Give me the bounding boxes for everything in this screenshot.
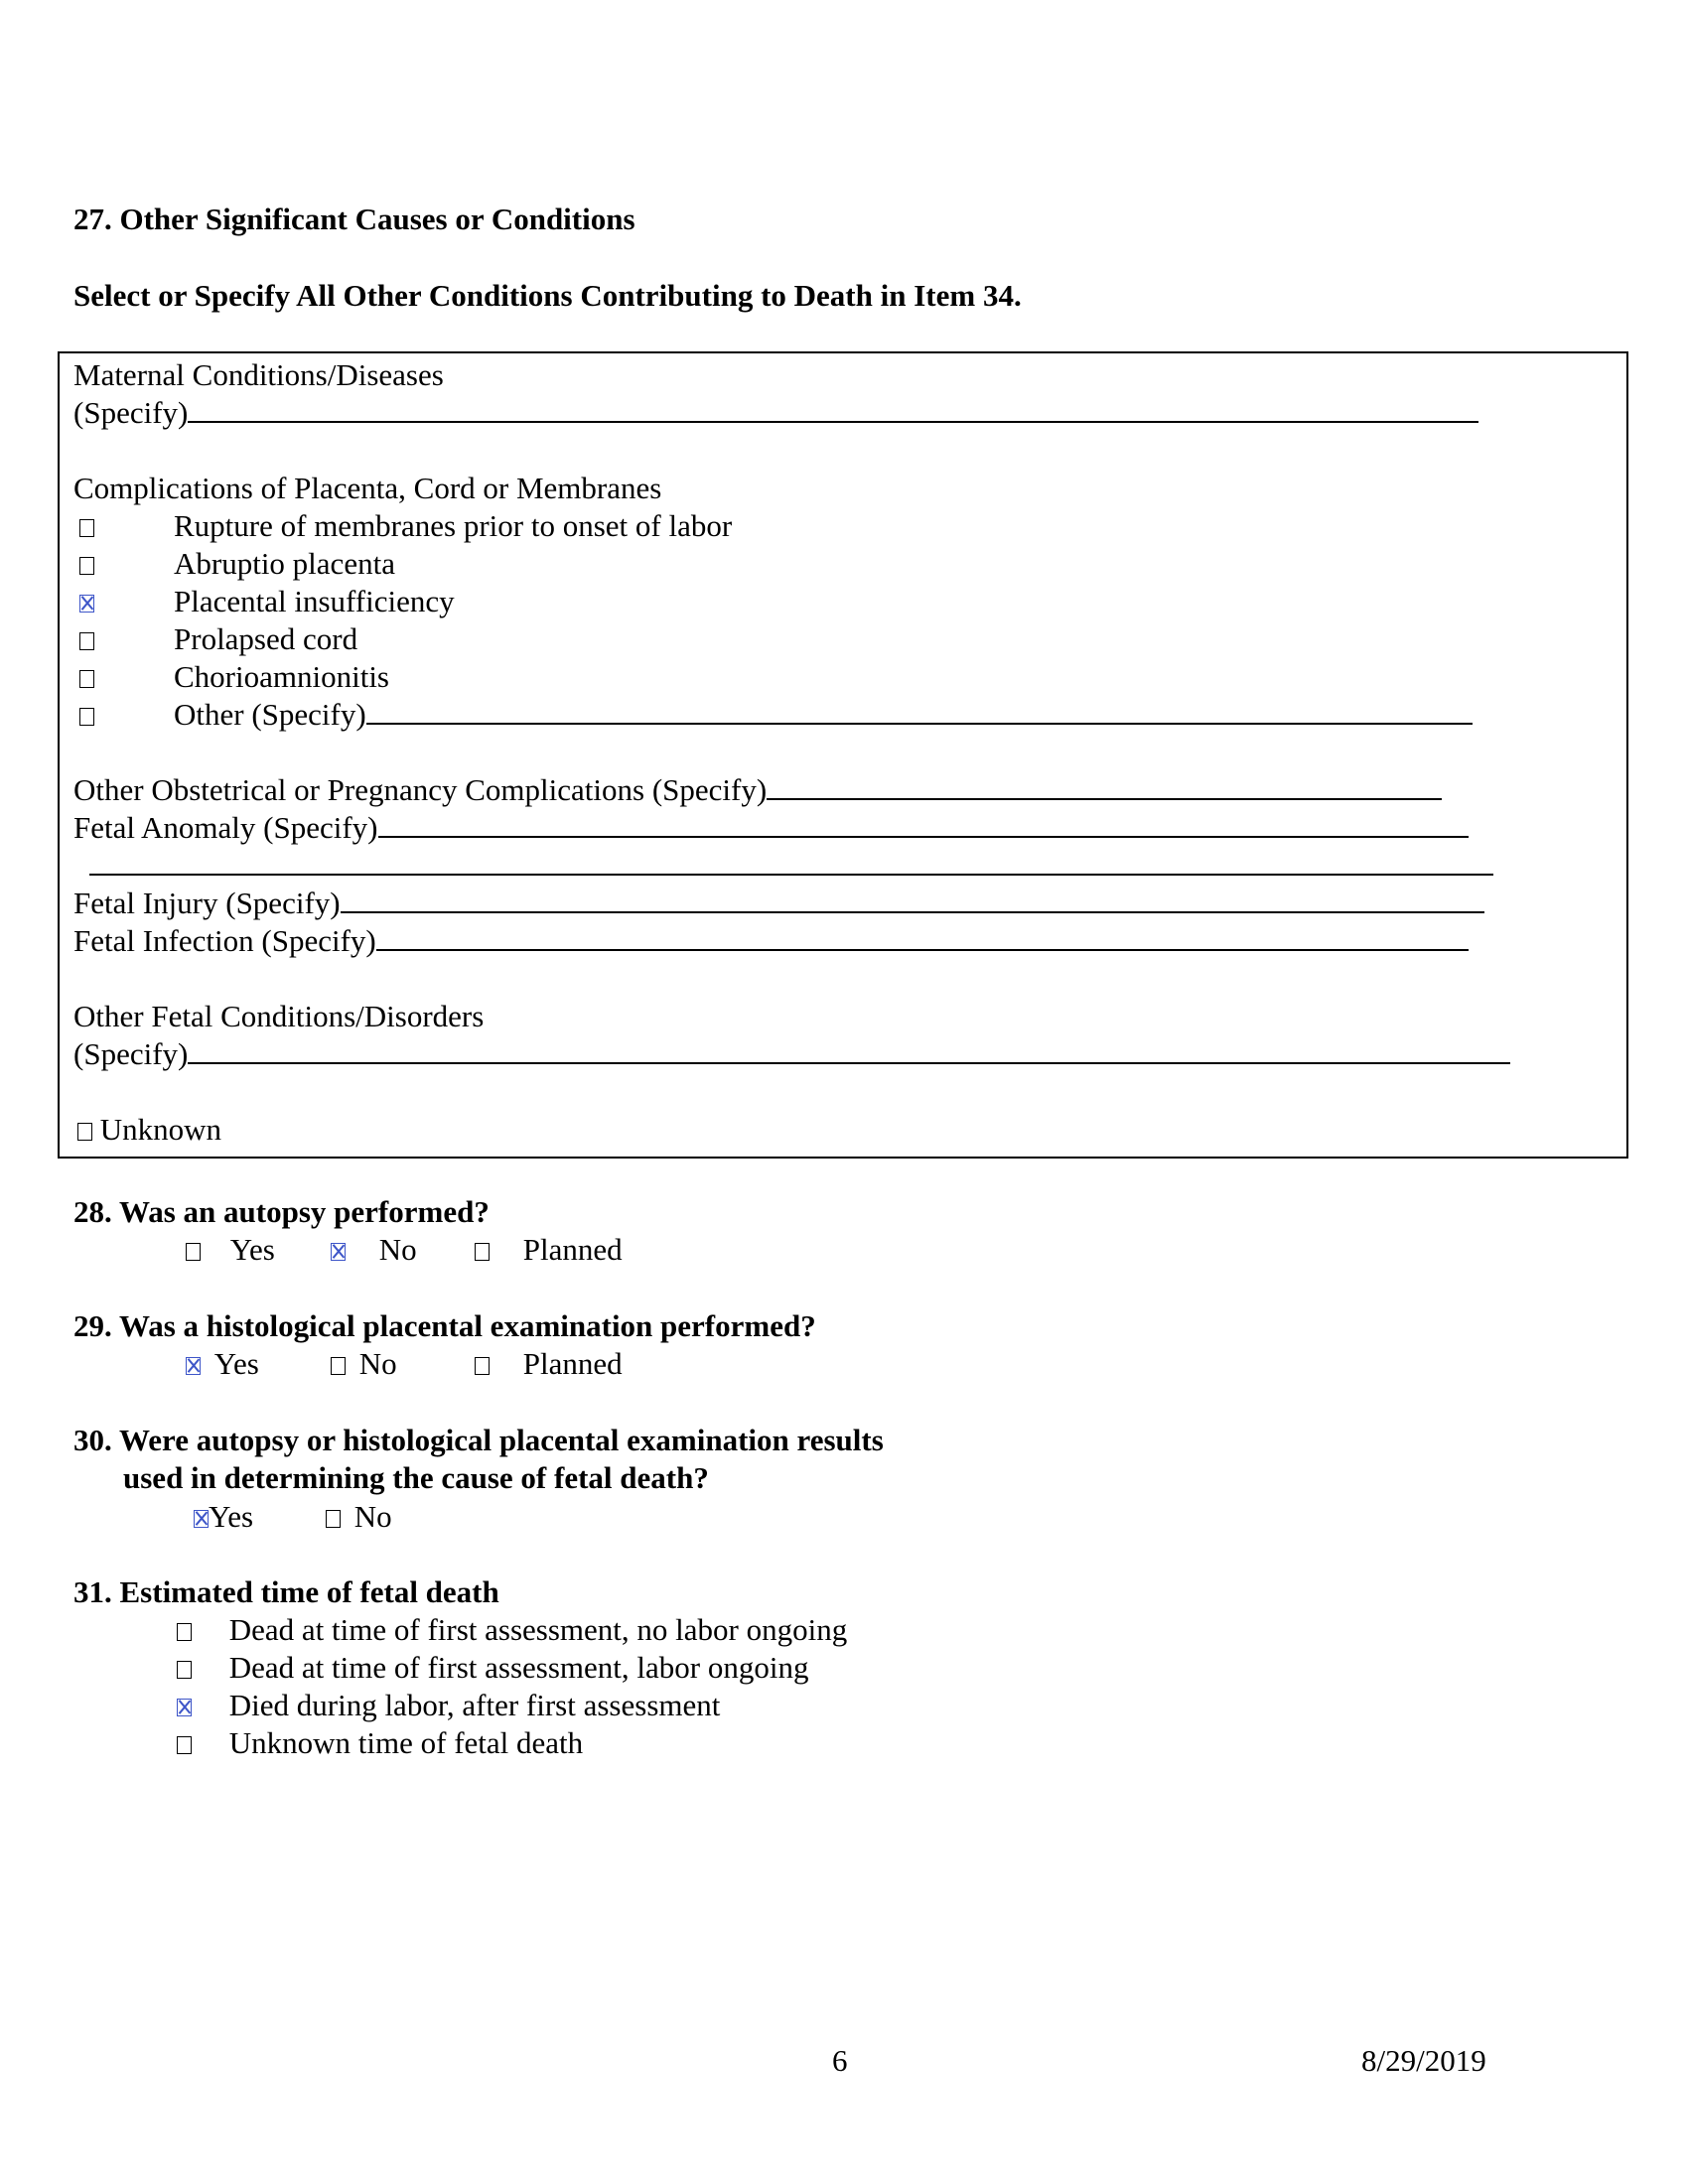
q31-option-unknown-time[interactable]: [177, 1724, 583, 1762]
q28-yes-label: Yes: [229, 1232, 275, 1267]
placenta-other-checkbox[interactable]: [79, 696, 94, 734]
q28-no-label: No: [378, 1232, 417, 1267]
fetal-infection-row: [73, 922, 1469, 960]
q30-question-line1: 30. Were autopsy or histological placental examination results: [73, 1423, 884, 1457]
checkbox-icon: [177, 1736, 192, 1754]
checkbox-icon: [177, 1661, 192, 1679]
other-fetal-specify-row: [73, 1035, 1510, 1073]
q29-question: 29. Was a histological placental examination performed?: [73, 1308, 816, 1343]
q27-heading: 27. Other Significant Causes or Conditions: [73, 202, 635, 236]
placenta-other-field[interactable]: [366, 697, 1473, 725]
q31-option-labor-ongoing[interactable]: [177, 1649, 808, 1687]
prolapsed-cord-label: Prolapsed cord: [174, 621, 358, 656]
checkbox-icon: [79, 519, 94, 537]
chorioamnionitis-label: Chorioamnionitis: [174, 659, 389, 694]
fetal-infection-label: Fetal Infection (Specify): [73, 923, 376, 958]
q29-yes-option[interactable]: [186, 1345, 259, 1383]
rupture-membranes-label: Rupture of membranes prior to onset of labor: [174, 508, 733, 543]
q29-yes-label: Yes: [213, 1346, 259, 1381]
fetal-injury-label: Fetal Injury (Specify): [73, 886, 341, 920]
abruptio-placenta-label: Abruptio placenta: [174, 546, 395, 581]
q28-yes-option[interactable]: [186, 1231, 275, 1269]
q27-instruction: Select or Specify All Other Conditions Contributing to Death in Item 34.: [73, 278, 1022, 313]
fetal-anomaly-continuation-row: [89, 847, 1493, 885]
fetal-injury-field[interactable]: [341, 886, 1484, 913]
q30-no-label: No: [353, 1499, 392, 1534]
checkbox-icon: [186, 1243, 201, 1261]
q28-no-option[interactable]: [331, 1231, 417, 1269]
q28-question: 28. Was an autopsy performed?: [73, 1194, 490, 1229]
q31-option-no-labor[interactable]: [177, 1611, 847, 1649]
unknown-option[interactable]: [77, 1111, 221, 1149]
maternal-specify-row: [73, 394, 1478, 432]
q31-option-labor-ongoing-label: Dead at time of first assessment, labor ongoing: [228, 1650, 809, 1685]
other-fetal-specify-label: (Specify): [73, 1036, 189, 1071]
checkbox-icon: [326, 1510, 341, 1528]
q31-option-died-during-labor[interactable]: [177, 1687, 720, 1724]
page-number: 6: [832, 2043, 848, 2078]
placenta-other-label: Other (Specify): [174, 697, 366, 732]
checkbox-icon: [79, 670, 94, 688]
q29-planned-label: Planned: [522, 1346, 623, 1381]
other-fetal-specify-field[interactable]: [188, 1036, 1510, 1064]
placenta-other-row: [174, 696, 1473, 734]
prolapsed-cord-checkbox[interactable]: [79, 620, 94, 658]
checkbox-icon: [475, 1243, 490, 1261]
q29-no-label: No: [358, 1346, 397, 1381]
obstetrical-row: [73, 771, 1442, 809]
maternal-specify-label: (Specify): [73, 395, 189, 430]
checkbox-icon: [79, 557, 94, 575]
footer-date: 8/29/2019: [1361, 2043, 1486, 2078]
placental-insufficiency-checkbox[interactable]: [79, 583, 94, 620]
fetal-anomaly-row: [73, 809, 1469, 847]
q30-yes-option[interactable]: [194, 1498, 253, 1536]
checkbox-icon: [79, 632, 94, 650]
checkbox-icon: [77, 1123, 92, 1141]
checked-checkbox-icon: [186, 1357, 201, 1375]
fetal-anomaly-label: Fetal Anomaly (Specify): [73, 810, 378, 845]
checked-checkbox-icon: [331, 1243, 346, 1261]
fetal-infection-field[interactable]: [376, 923, 1469, 951]
fetal-anomaly-continuation-field[interactable]: [89, 848, 1493, 876]
q28-planned-label: Planned: [522, 1232, 623, 1267]
unknown-label: Unknown: [99, 1112, 222, 1147]
checkbox-icon: [79, 708, 94, 726]
q29-no-option[interactable]: [331, 1345, 397, 1383]
q29-planned-option[interactable]: [475, 1345, 623, 1383]
q30-no-option[interactable]: [326, 1498, 392, 1536]
checkbox-icon: [177, 1623, 192, 1641]
checkbox-icon: [331, 1357, 346, 1375]
fetal-injury-row: [73, 885, 1484, 922]
placenta-complications-title: Complications of Placenta, Cord or Membranes: [73, 471, 662, 505]
q31-option-unknown-time-label: Unknown time of fetal death: [228, 1725, 584, 1760]
checked-checkbox-icon: [177, 1699, 192, 1716]
q31-option-no-labor-label: Dead at time of first assessment, no labor ongoing: [228, 1612, 848, 1647]
q31-option-died-during-labor-label: Died during labor, after first assessment: [228, 1688, 721, 1722]
other-fetal-title: Other Fetal Conditions/Disorders: [73, 999, 485, 1033]
q31-question: 31. Estimated time of fetal death: [73, 1574, 499, 1609]
chorioamnionitis-checkbox[interactable]: [79, 658, 94, 696]
q30-question-line2: used in determining the cause of fetal death?: [123, 1460, 709, 1495]
rupture-membranes-checkbox[interactable]: [79, 507, 94, 545]
abruptio-placenta-checkbox[interactable]: [79, 545, 94, 583]
q30-yes-label: Yes: [209, 1499, 254, 1534]
obstetrical-field[interactable]: [767, 772, 1442, 800]
placental-insufficiency-label: Placental insufficiency: [174, 584, 455, 618]
checked-checkbox-icon: [194, 1510, 209, 1528]
q28-planned-option[interactable]: [475, 1231, 623, 1269]
fetal-anomaly-field[interactable]: [378, 810, 1469, 838]
maternal-specify-field[interactable]: [188, 395, 1478, 423]
maternal-conditions-title: Maternal Conditions/Diseases: [73, 357, 444, 392]
checked-checkbox-icon: [79, 595, 94, 613]
checkbox-icon: [475, 1357, 490, 1375]
obstetrical-label: Other Obstetrical or Pregnancy Complications (Specify): [73, 772, 768, 807]
